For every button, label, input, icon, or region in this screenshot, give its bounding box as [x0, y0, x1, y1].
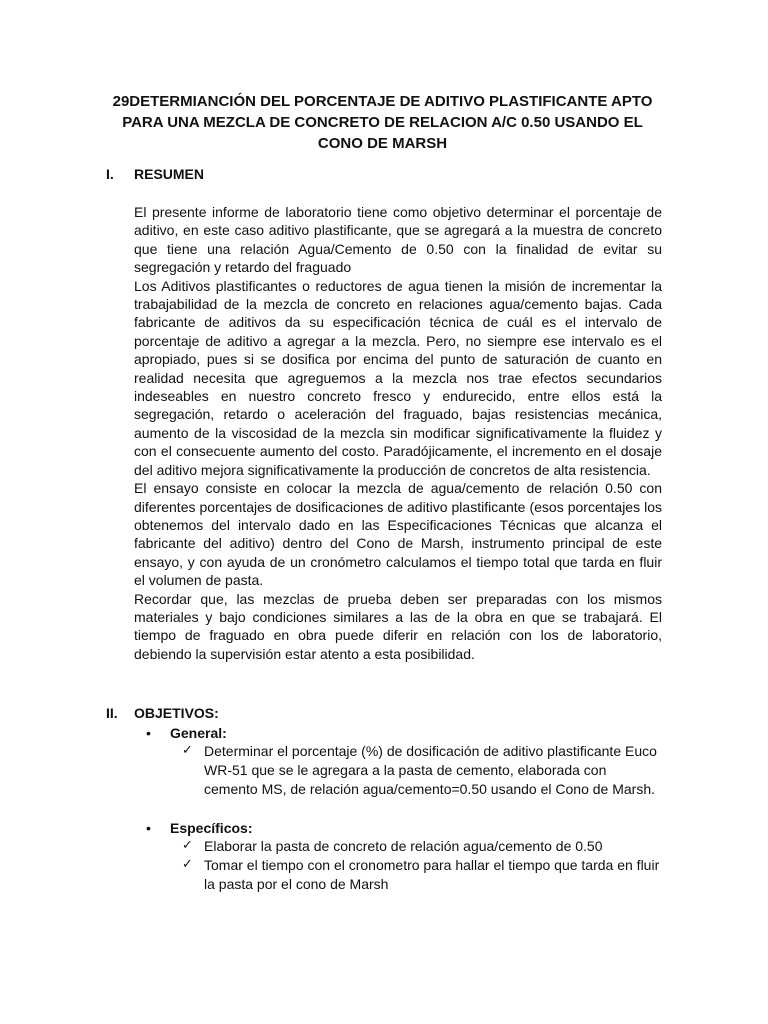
- resumen-body: [134, 203, 662, 663]
- objetivo-especificos-heading: [146, 819, 252, 837]
- list-item-text: Determinar el porcentaje (%) de dosificación de aditivo plastificante Euco WR-51 que se le agregara a la pasta de cemento, elaborada con cemento MS, de relación agua/cemento=0.50 usando el Cono de Marsh.: [204, 743, 657, 797]
- resumen-paragraph: Los Aditivos plastificantes o reductores de agua tienen la misión de incrementar la trabajabilidad de la mezcla de concreto en relaciones agua/cemento bajas. Cada fabricante de aditivos da su especificación técnica de cuál es el intervalo de porcentaje de aditivo a agregar a la mezcla. Pero, no siempre ese intervalo es el apropiado, pues si se dosifica por encima del punto de saturación de cuanto en realidad necesita que agreguemos a la mezcla nos trae efectos secundarios indeseables en nuestro concreto fresco y endurecido, entre ellos está la segregación, retardo o aceleración del fraguado, bajas resistencias mecánica, aumento de la viscosidad de la mezcla sin modificar significativamente la fluidez y con el consecuente aumento del costo. Paradójicamente, el incremento en el dosaje del aditivo mejora significativamente la producción de concretos de alta resistencia.: [134, 277, 662, 478]
- checkmark-icon: ✓: [182, 743, 193, 758]
- objetivo-general-list: [182, 742, 662, 798]
- title-line-1: 29DETERMIANCIÓN DEL PORCENTAJE DE ADITIVO PLASTIFICANTE APTO: [112, 93, 653, 110]
- section-numeral: II.: [106, 705, 118, 721]
- resumen-paragraph: El presente informe de laboratorio tiene como objetivo determinar el porcentaje de aditivo, en este caso aditivo plastificante, que se agregará a la muestra de concreto que tiene una relación Agua/Cemento de 0.50 con la finalidad de evitar su segregación y retardo del fraguado: [134, 204, 662, 276]
- title-line-2: PARA UNA MEZCLA DE CONCRETO DE RELACION A/C 0.50 USANDO EL: [122, 114, 643, 131]
- list-item: [182, 856, 662, 894]
- objetivo-general-label: General:: [170, 725, 227, 741]
- checkmark-icon: ✓: [182, 856, 193, 872]
- list-item: [182, 742, 662, 798]
- title-line-3: CONO DE MARSH: [317, 135, 448, 152]
- document-title: [100, 91, 665, 154]
- resumen-paragraph: Recordar que, las mezclas de prueba deben ser preparadas con los mismos materiales y bajo condiciones similares a las de la obra en que se trabajará. El tiempo de fraguado en obra puede diferir en relación con los de laboratorio, debiendo la supervisión estar atento a esta posibilidad.: [134, 590, 662, 662]
- objetivo-general-heading: [146, 724, 227, 742]
- resumen-paragraph: El ensayo consiste en colocar la mezcla de agua/cemento de relación 0.50 con diferentes porcentajes de dosificaciones de aditivo plastificante (esos porcentajes los obtenemos del intervalo dado en las Especificaciones Técnicas que alcanza el fabricante del aditivo) dentro del Cono de Marsh, instrumento principal de este ensayo, y con ayuda de un cronómetro calculamos el tiempo total que tarda en fluir el volumen de pasta.: [134, 480, 662, 589]
- bullet-icon: •: [146, 820, 151, 836]
- section-title: RESUMEN: [134, 166, 205, 182]
- list-item-text: Tomar el tiempo con el cronometro para hallar el tiempo que tarda en fluir la pasta por el cono de Marsh: [204, 856, 660, 892]
- list-item-text: Elaborar la pasta de concreto de relación agua/cemento de 0.50: [204, 838, 603, 854]
- list-item: [182, 837, 662, 856]
- checkmark-icon: ✓: [182, 838, 193, 853]
- section-title: OBJETIVOS:: [134, 705, 219, 721]
- bullet-icon: •: [146, 725, 151, 741]
- objetivo-especificos-list: [182, 837, 662, 893]
- objetivo-especificos-label: Específicos:: [170, 820, 253, 836]
- section-numeral: I.: [106, 166, 114, 182]
